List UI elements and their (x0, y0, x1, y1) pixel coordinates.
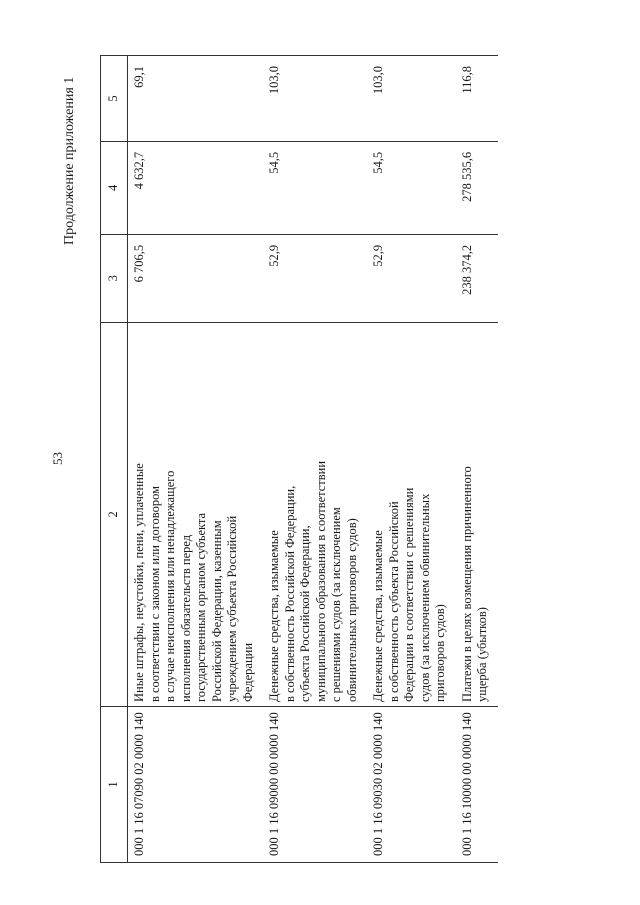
table-header-row (101, 56, 128, 863)
description-line: в собственность субъекта Российской (386, 501, 401, 703)
table-row (128, 56, 264, 863)
percent-col5-cell: 69,1 (128, 56, 264, 142)
description-line: Денежные средства, изымаемые (267, 530, 281, 703)
budget-table (100, 55, 498, 863)
column-header: 5 (101, 56, 128, 142)
description-line: ущерба (убытков) (475, 607, 489, 703)
amount-col3-cell: 52,9 (367, 234, 456, 322)
description-line: исполнения обязательств перед (178, 534, 193, 703)
amount-col4-cell: 278 535,6 (456, 141, 498, 234)
description-line: судов (за исключением обвинительных (417, 493, 432, 703)
description-line: в случае неисполнения или ненадлежащего (163, 470, 177, 703)
description-line: Федерации (240, 642, 255, 703)
page-number: 53 (50, 452, 65, 465)
column-header: 4 (101, 141, 128, 234)
column-header: 1 (101, 707, 128, 863)
amount-col4-cell: 54,5 (367, 141, 456, 234)
percent-col5-cell: 116,8 (456, 56, 498, 142)
description-cell (128, 322, 264, 706)
percent-col5-cell: 103,0 (263, 56, 367, 142)
table-row (367, 56, 456, 863)
budget-code-cell: 000 1 16 07090 02 0000 140 (128, 707, 264, 863)
column-header: 3 (101, 234, 128, 322)
amount-col3-cell: 52,9 (263, 234, 367, 322)
table-row (456, 56, 498, 863)
description-cell (263, 322, 367, 706)
amount-col4-cell: 54,5 (263, 141, 367, 234)
description-line: субъекта Российской Федерации, (298, 525, 312, 703)
table-row (263, 56, 367, 863)
description-line: Федерации в соответствии с решениями (402, 487, 416, 703)
description-line: Иные штрафы, неустойки, пени, уплаченные (132, 463, 146, 703)
amount-col4-cell: 4 632,7 (128, 141, 264, 234)
column-header: 2 (101, 322, 128, 706)
description-line: в соответствии с законом или договором (147, 485, 162, 703)
amount-col3-cell: 238 374,2 (456, 234, 498, 322)
percent-col5-cell: 103,0 (367, 56, 456, 142)
budget-code-cell: 000 1 16 09000 00 0000 140 (263, 707, 367, 863)
description-line: Денежные средства, изымаемые (371, 530, 385, 703)
description-line: с решениями судов (за исключением (329, 507, 343, 703)
description-line: Платежи в целях возмещения причиненного (459, 466, 474, 703)
description-line: учреждением субъекта Российской (225, 515, 239, 703)
budget-code-cell: 000 1 16 09030 02 0000 140 (367, 707, 456, 863)
description-line: государственным органом субъекта (194, 512, 208, 703)
description-cell (456, 322, 498, 706)
budget-code-cell: 000 1 16 10000 00 0000 140 (456, 707, 498, 863)
description-line: в собственность Российской Федерации, (282, 485, 297, 703)
description-cell (367, 322, 456, 706)
amount-col3-cell: 6 706,5 (128, 234, 264, 322)
description-line: муниципального образования в соответствии (313, 460, 328, 703)
description-line: Российской Федерации, казенным (209, 520, 224, 703)
description-line: приговоров судов) (433, 604, 447, 703)
description-line: обвинительных приговоров судов) (344, 518, 359, 703)
continuation-label: Продолжение приложения 1 (62, 76, 77, 245)
